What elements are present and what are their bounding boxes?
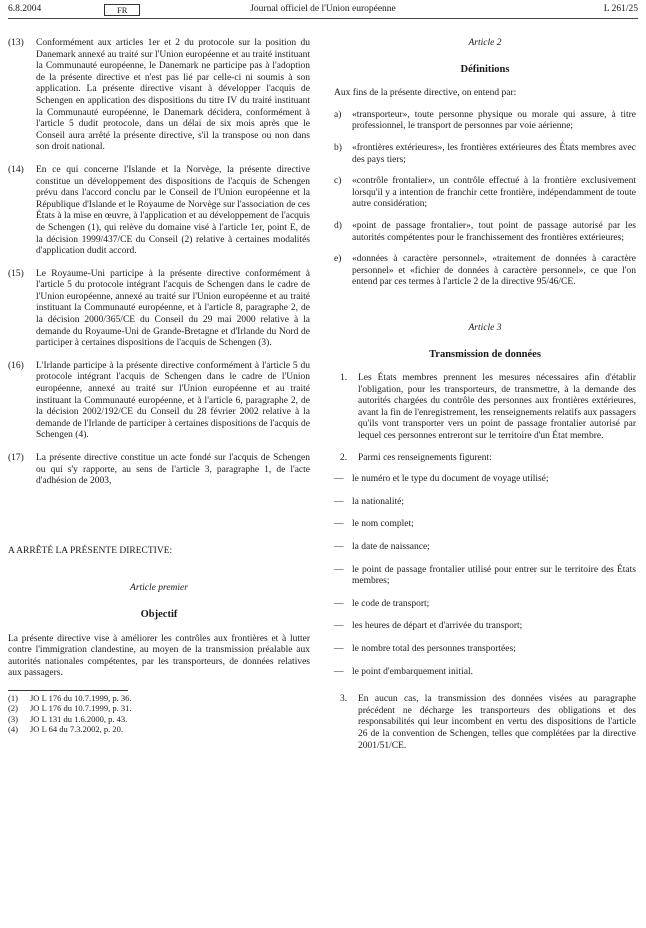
list-item-text: les heures de départ et d'arrivée du transport; <box>352 621 523 632</box>
dash-bullet: — <box>334 519 344 530</box>
definition-item <box>334 176 636 211</box>
paragraph-number: 3. <box>340 694 348 705</box>
dash-bullet: — <box>334 621 344 632</box>
footnote-mark: (3) <box>8 713 18 724</box>
article-1-label: Article premier <box>130 583 188 594</box>
list-item <box>334 599 636 611</box>
recital-16 <box>8 361 310 442</box>
definition-text: «transporteur», toute personne physique ou morale qui assure, à titre professionnel, le transport de personnes par voie aérienne; <box>352 109 636 132</box>
list-item <box>334 519 636 531</box>
list-item-text: le numéro et le type du document de voyage utilisé; <box>352 474 549 485</box>
recital-15 <box>8 269 310 350</box>
recital-text: Le Royaume-Uni participe à la présente directive conformément à l'article 5 du protocole intégrant l'acquis de Schengen dans le cadre de l'Union européenne, annexé au traité sur l'Union européenne et au traité instituant la Communauté européenne, et à l'article 8, paragraphe 2, de la décision 2000/365/CE du Conseil du 29 mai 2000 relative à la demande du Royaume-Uni de Grande-Bretagne et d'Irlande du Nord de participer à certaines dispositions de l'acquis de Schengen (3). <box>36 268 310 349</box>
recital-text: En ce qui concerne l'Islande et la Norvège, la présente directive constitue un développement des dispositions de l'acquis de Schengen prévu dans l'accord conclu par le Conseil de l'Union européenne et la République d'Islande et le Royaume de Norvège sur l'association de ces États à la mise en œuvre, à l'application et au développement de l'acquis de Schengen (1), qui relève du domaine visé à l'article 1er, point E, de la décision 1999/437/CE du Conseil (2) relative à certaines modalités d'application dudit accord. <box>36 164 310 257</box>
article-2-label: Article 2 <box>468 38 502 48</box>
definition-text: «frontières extérieures», les frontières extérieures des États membres avec des pays tiers; <box>352 142 636 165</box>
list-item-text: la nationalité; <box>352 496 404 507</box>
list-item-text: le point d'embarquement initial. <box>352 666 473 677</box>
footnote-mark: (1) <box>8 692 18 703</box>
recital-text: L'Irlande participe à la présente directive conformément à l'article 5 du protocole intégrant l'acquis de Schengen dans le cadre de l'Union européenne, annexé au traité sur l'Union européenne et au traité instituant la Communauté européenne, et à l'article 6, paragraphe 2, de la décision 2002/192/CE du Conseil du 28 février 2002 relative à la demande de l'Irlande de participer à certaines dispositions de l'acquis de Schengen (4). <box>36 360 310 441</box>
header-date: 6.8.2004 <box>8 4 42 14</box>
definition-item <box>334 254 636 289</box>
footnote-text: JO L 176 du 10.7.1999, p. 31. <box>30 703 132 714</box>
dash-bullet: — <box>334 542 344 553</box>
recital-17 <box>8 453 310 488</box>
recital-13 <box>8 38 310 154</box>
dash-bullet: — <box>334 598 344 609</box>
recital-number: (17) <box>8 453 24 463</box>
list-item-text: le point de passage frontalier utilisé pour entrer sur le territoire des États membres; <box>352 564 636 587</box>
list-item <box>334 542 636 554</box>
page-header <box>8 4 638 19</box>
language-box: FR <box>104 4 140 16</box>
article-3-paragraph-1 <box>334 373 636 443</box>
dash-bullet: — <box>334 474 344 485</box>
list-item-text: la date de naissance; <box>352 542 430 553</box>
paragraph-text: Les États membres prennent les mesures nécessaires afin d'établir l'obligation, pour les transporteurs, de transmettre, à la demande des autorités chargées du contrôle des personnes aux frontières extérieures, avant la fin de l'enregistrement, les renseignements relatifs aux passagers qu'ils vont transporter vers un point de passage frontalier autorisé par lequel ces personnes entreront sur le territoire d'un État membre. <box>358 373 636 442</box>
definitions-intro: Aux fins de la présente directive, on entend par: <box>334 88 517 99</box>
list-item <box>334 565 636 588</box>
paragraph-text: En aucun cas, la transmission des données visées au paragraphe précédent ne décharge les transporteurs des obligations et des responsabilités qui leur incombent en vertu des dispositions de l'article 26 de la convention de Schengen, telles que complétées par la directive 2001/51/CE. <box>358 694 636 751</box>
definition-label: a) <box>334 109 342 120</box>
article-1-title: Objectif <box>140 608 178 620</box>
article-3-label: Article 3 <box>468 322 502 333</box>
definition-label: d) <box>334 220 342 231</box>
recital-text: La présente directive constitue un acte fondé sur l'acquis de Schengen ou qui s'y rapporte, au sens de l'article 3, paragraphe 1, de l'acte d'adhésion de 2003, <box>36 453 310 487</box>
footnote <box>8 703 132 714</box>
footnotes <box>8 690 132 735</box>
list-item <box>334 644 636 656</box>
paragraph-number: 2. <box>340 452 348 463</box>
recital-number: (15) <box>8 268 24 279</box>
paragraph-number: 1. <box>340 373 348 384</box>
list-item <box>334 667 636 679</box>
definition-item <box>334 143 636 166</box>
enacting-formula: A ARRÊTÉ LA PRÉSENTE DIRECTIVE: <box>8 545 173 556</box>
list-item <box>334 497 636 509</box>
left-column <box>8 38 310 735</box>
article-1-text: La présente directive vise à améliorer les contrôles aux frontières et à lutter contre l'immigration clandestine, au moyen de la transmission préalable aux autorités nationales compétentes, par les transporteurs, de données relatives aux passagers. <box>8 633 310 679</box>
dash-bullet: — <box>334 564 344 575</box>
right-column <box>334 38 636 762</box>
definition-label: c) <box>334 176 342 187</box>
list-item-text: le nombre total des personnes transportées; <box>352 644 516 654</box>
definition-item <box>334 110 636 133</box>
list-item-text: le nom complet; <box>352 519 414 530</box>
list-item <box>334 474 636 486</box>
footnote <box>8 714 128 724</box>
footnote-mark: (2) <box>8 703 18 714</box>
article-2-title: Définitions <box>460 63 510 75</box>
dash-bullet: — <box>334 666 344 677</box>
recital-number: (16) <box>8 360 24 371</box>
footnote-text: JO L 176 du 10.7.1999, p. 36. <box>30 692 132 703</box>
dash-bullet: — <box>334 496 344 507</box>
definition-item <box>334 221 636 244</box>
recital-number: (14) <box>8 164 24 175</box>
definition-text: «contrôle frontalier», un contrôle effectué à la frontière exclusivement lorsqu'il y a intention de franchir cette frontière, indépendamment de toute autre considération; <box>352 176 636 210</box>
list-item-text: le code de transport; <box>352 598 430 609</box>
article-3-paragraph-3 <box>334 694 636 752</box>
paragraph-text: Parmi ces renseignements figurent: <box>358 452 492 463</box>
page-number: L 261/25 <box>603 4 638 14</box>
article-3-paragraph-2 <box>334 453 636 465</box>
definition-label: b) <box>334 142 342 153</box>
journal-title: Journal officiel de l'Union européenne <box>250 4 396 14</box>
definition-text: «données à caractère personnel», «traitement de données à caractère personnel» et «fichier de données à caractère personnel», ce que l'on entend par ces termes à l'article 2 de la directive 95/46/CE. <box>352 254 636 288</box>
footnote <box>8 692 132 703</box>
definition-label: e) <box>334 254 342 265</box>
footnote-text: JO L 131 du 1.6.2000, p. 43. <box>30 713 128 724</box>
recital-14 <box>8 165 310 258</box>
footnote <box>8 724 128 734</box>
article-3-title: Transmission de données <box>429 348 541 360</box>
definition-text: «point de passage frontalier», tout point de passage autorisé par les autorités compétentes pour le franchissement des frontières extérieures; <box>352 220 636 243</box>
recital-number: (13) <box>8 38 24 48</box>
dash-bullet: — <box>334 644 344 654</box>
recital-text: Conformément aux articles 1er et 2 du protocole sur la position du Danemark annexé au traité sur l'Union européenne et au traité instituant la Communauté européenne, le Danemark ne participe pas à l'adoption de la présente directive et n'est pas lié par celle-ci ni soumis à son application. La présente directive visant à développer l'acquis de Schengen en application des dispositions du titre IV du traité instituant la Communauté européenne, le Danemark décidera, conformément à l'article 5 dudit protocole, dans un délai de six mois après que le Conseil aura arrêté la présente directive, s'il la transpose ou non dans son droit national. <box>36 38 310 153</box>
footnote-mark: (4) <box>8 724 18 735</box>
footnote-text: JO L 64 du 7.3.2002, p. 20. <box>30 724 123 735</box>
list-item <box>334 621 636 633</box>
